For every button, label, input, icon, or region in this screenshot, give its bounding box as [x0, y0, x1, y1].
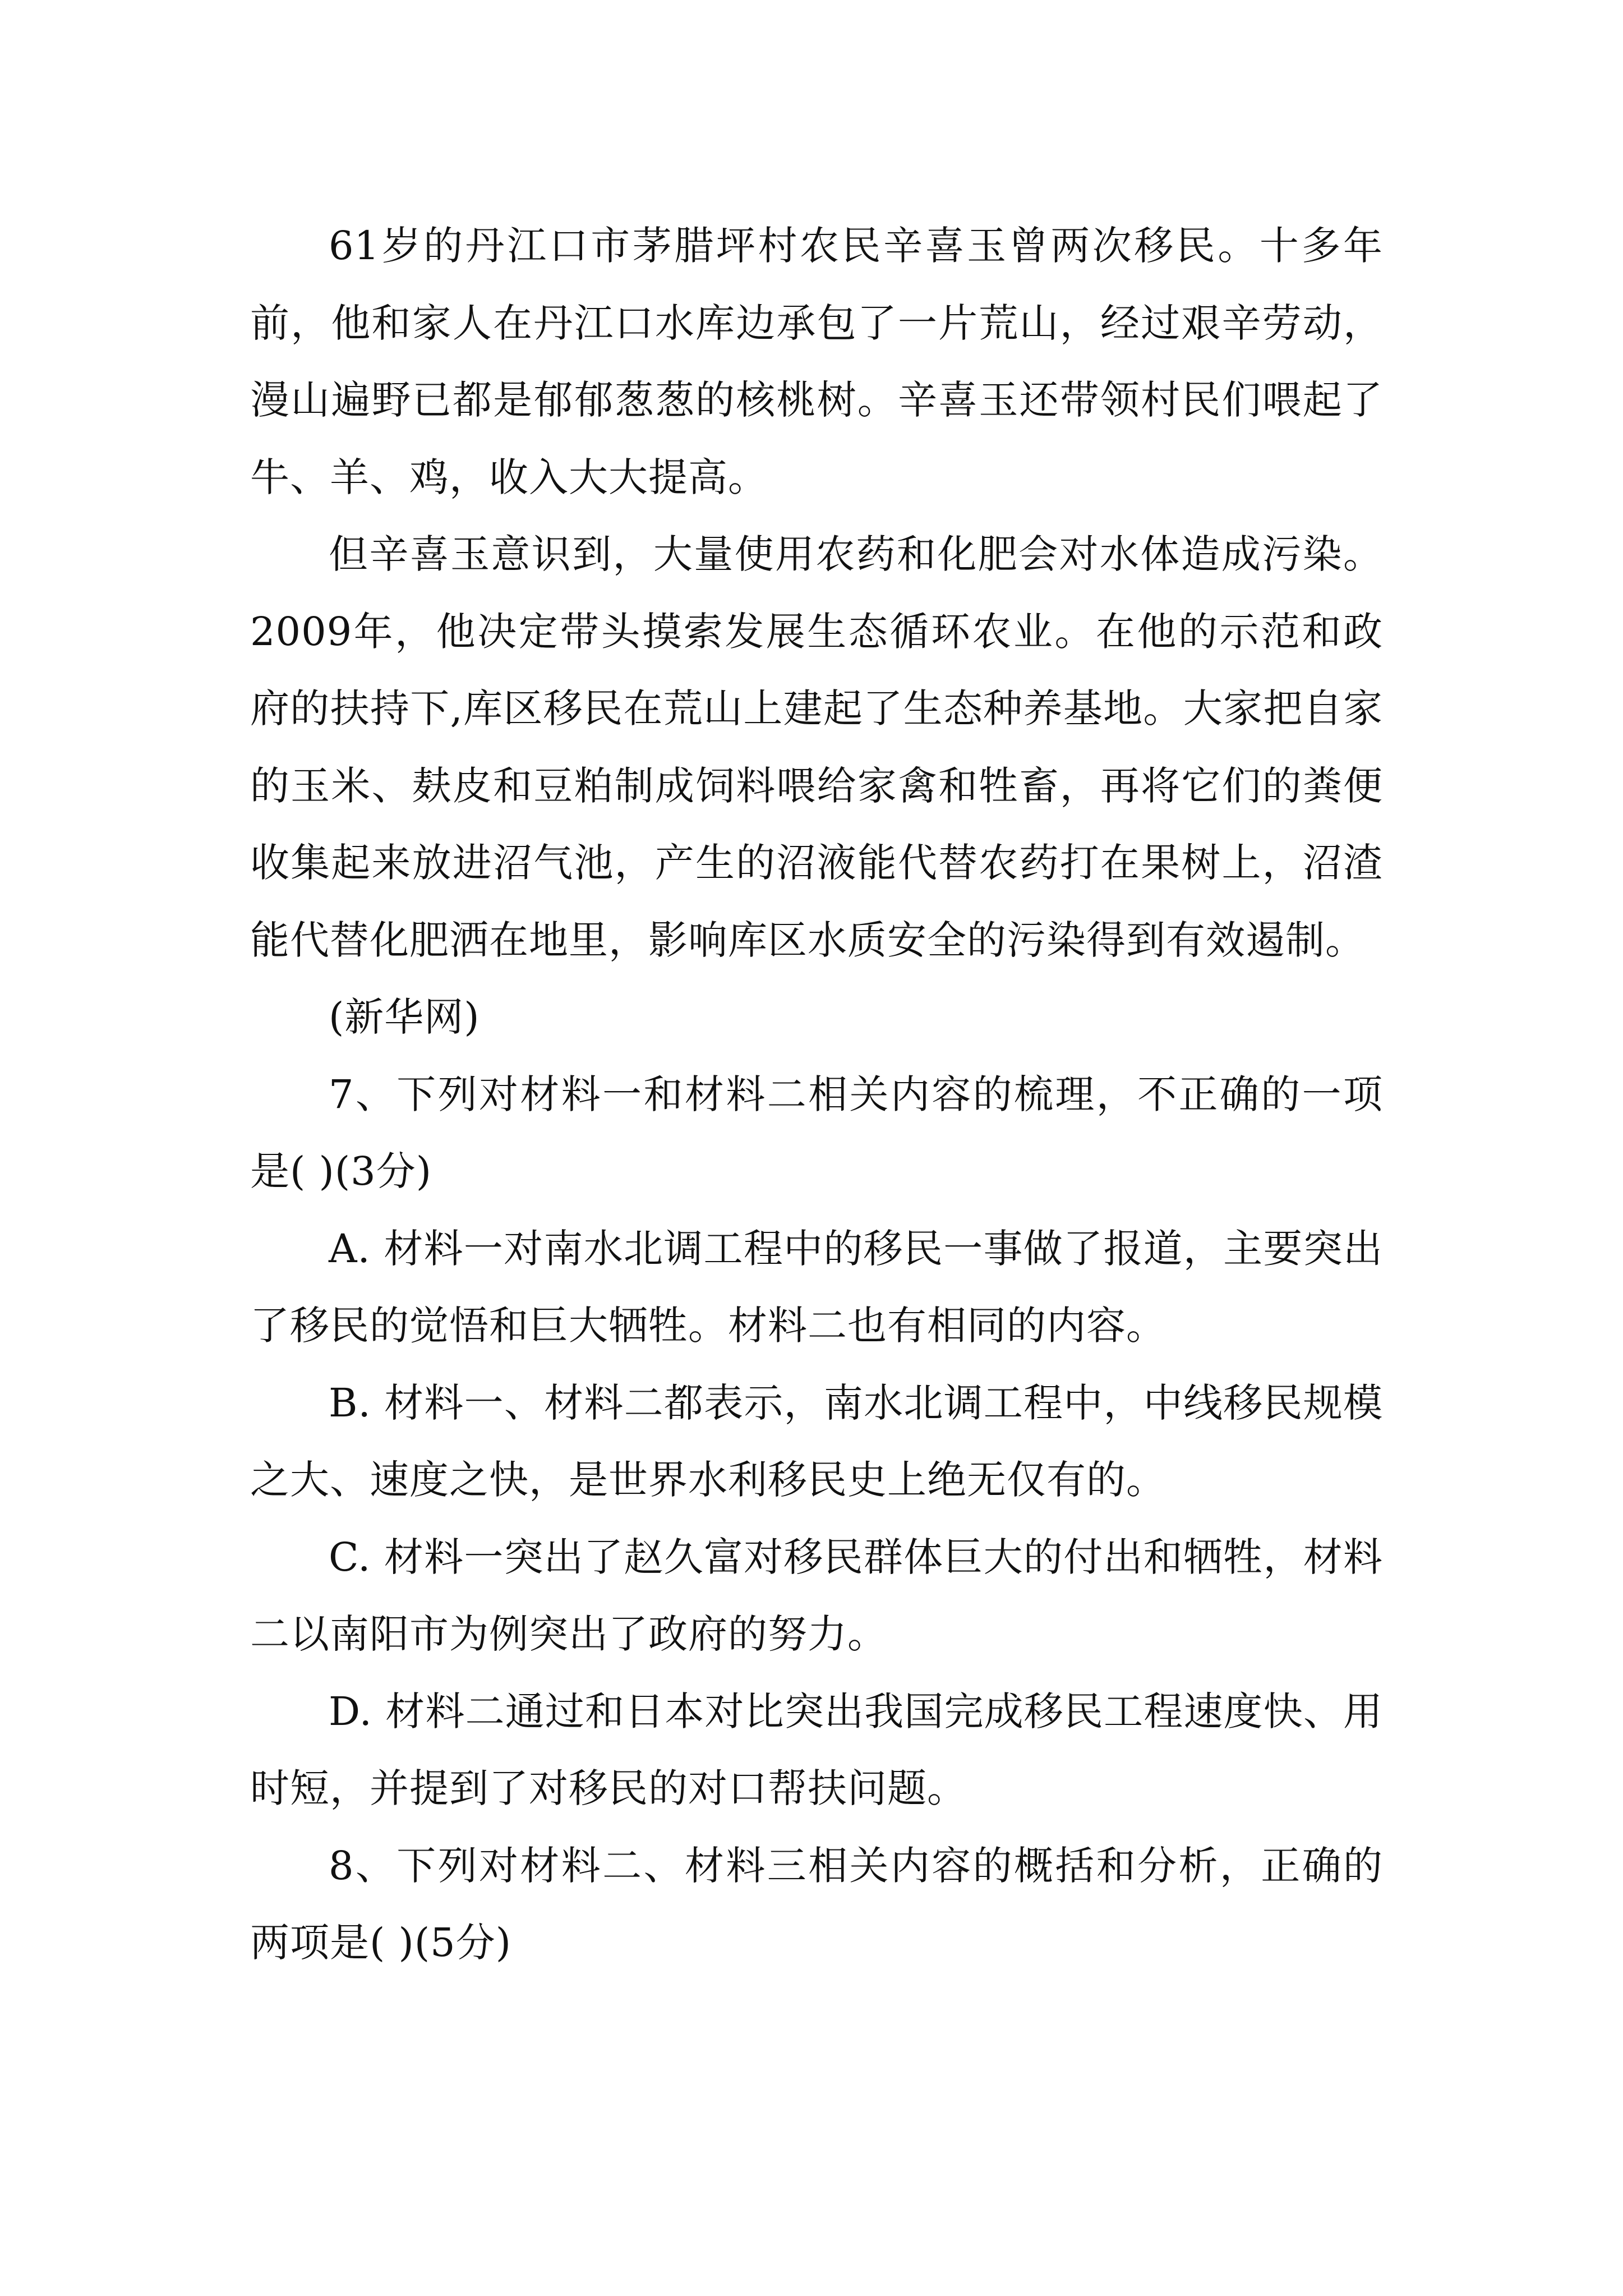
option-7b: B. 材料一、材料二都表示，南水北调工程中，中线移民规模之大、速度之快，是世界水利移民史上绝无仅有的。: [250, 1379, 1383, 1503]
option-7c: C. 材料一突出了赵久富对移民群体巨大的付出和牺牲，材料二以南阳市为例突出了政府的努力。: [250, 1534, 1383, 1657]
option-7d: D. 材料二通过和日本对比突出我国完成移民工程速度快、用时短，并提到了对移民的对口帮扶问题。: [250, 1688, 1383, 1811]
document-body: [250, 208, 1383, 1982]
paragraph-ecological-agriculture: 但辛喜玉意识到，大量使用农药和化肥会对水体造成污染。2009年，他决定带头摸索发展生态循环农业。在他的示范和政府的扶持下,库区移民在荒山上建起了生态种养基地。大家把自家的玉米、麸皮和豆粕制成饲料喂给家禽和牲畜，再将它们的粪便收集起来放进沼气池，产生的沼液能代替农药打在果树上，沼渣能代替化肥洒在地里，影响库区水质安全的污染得到有效遏制。: [250, 531, 1383, 963]
option-7a: A. 材料一对南水北调工程中的移民一事做了报道，主要突出了移民的觉悟和巨大牺牲。材料二也有相同的内容。: [250, 1225, 1383, 1349]
question-7: 7、下列对材料一和材料二相关内容的梳理，不正确的一项是( )(3分): [250, 1071, 1383, 1194]
question-8: 8、下列对材料二、材料三相关内容的概括和分析，正确的两项是( )(5分): [250, 1842, 1383, 1966]
paragraph-xin-xiyu-intro: 61岁的丹江口市茅腊坪村农民辛喜玉曾两次移民。十多年前，他和家人在丹江口水库边承包了一片荒山，经过艰辛劳动，漫山遍野已都是郁郁葱葱的核桃树。辛喜玉还带领村民们喂起了牛、羊、鸡，收入大大提高。: [250, 223, 1383, 500]
source-citation: (新华网): [329, 994, 480, 1040]
